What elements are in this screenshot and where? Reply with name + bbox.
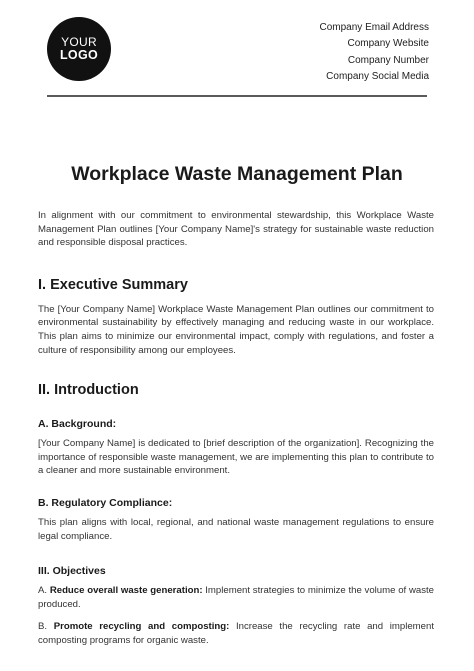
- contact-number: Company Number: [347, 54, 429, 66]
- executive-summary-heading: I. Executive Summary: [38, 276, 188, 293]
- objective-title: Promote recycling and composting:: [53, 621, 230, 633]
- introduction-heading: II. Introduction: [38, 382, 139, 399]
- logo-line-1: YOUR: [61, 35, 97, 49]
- objective-item: [38, 620, 434, 647]
- header-divider: [47, 95, 427, 97]
- document-body: [38, 209, 434, 648]
- objective-description: Increase the recycling rate and implement composting programs for organic waste.: [38, 621, 434, 646]
- executive-summary-text: The [Your Company Name] Workplace Waste Management Plan outlines our commitment to environmental sustainability by effectively managing and reducing waste in our workplace. This plan aims to minimize our environmental impact, comply with regulations, and foster a culture of responsibility among our employees.: [38, 303, 434, 356]
- objectives-heading: III. Objectives: [38, 565, 106, 578]
- contact-social-media: Company Social Media: [326, 70, 429, 82]
- regulatory-compliance-heading: B. Regulatory Compliance:: [38, 496, 173, 509]
- background-text: [Your Company Name] is dedicated to [brief description of the organization]. Recognizing the importance of responsible waste management, we are implementing this plan to contribute to a cleaner and more sustainable environment.: [38, 438, 434, 477]
- objective-description: Implement strategies to minimize the volume of waste produced.: [38, 585, 435, 610]
- contact-website: Company Website: [347, 38, 429, 50]
- logo-line-2: LOGO: [59, 48, 98, 62]
- objective-title: Reduce overall waste generation:: [49, 585, 203, 597]
- document-title: Workplace Waste Management Plan: [71, 163, 403, 185]
- contact-email: Company Email Address: [319, 22, 429, 33]
- company-logo: [47, 17, 111, 81]
- objective-item: [38, 584, 434, 611]
- background-heading: A. Background:: [38, 418, 117, 431]
- objective-prefix: B.: [38, 621, 54, 633]
- regulatory-compliance-text: This plan aligns with local, regional, and national waste management regulations to ensure legal compliance.: [38, 516, 434, 542]
- objective-prefix: A.: [38, 585, 50, 597]
- contact-block: [320, 20, 430, 85]
- intro-paragraph: In alignment with our commitment to environmental stewardship, this Workplace Waste Management Plan outlines [Your Company Name]'s strategy for sustainable waste reduction and responsible disposal practices.: [38, 210, 434, 249]
